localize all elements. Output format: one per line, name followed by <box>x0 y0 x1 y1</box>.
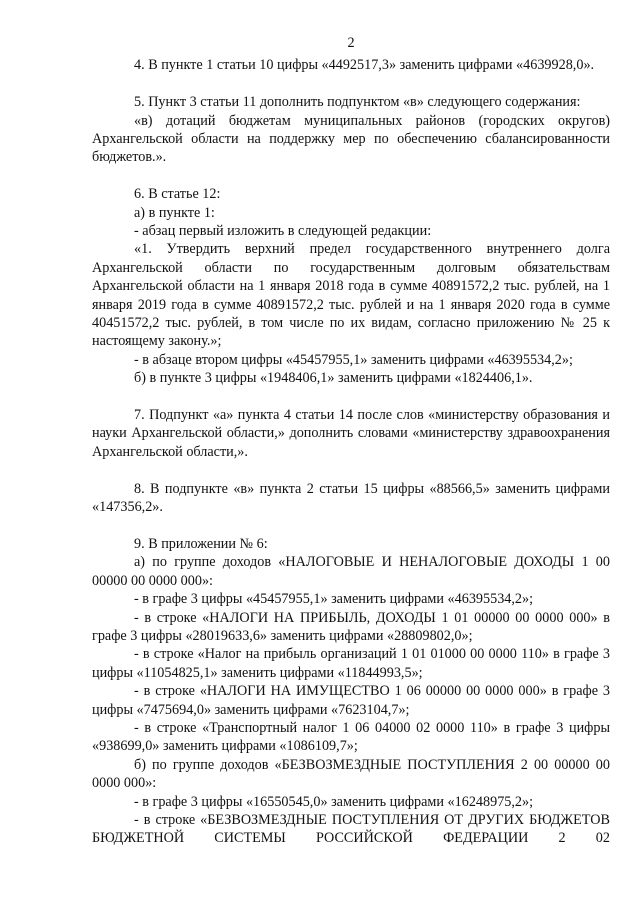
paragraph: - в строке «НАЛОГИ НА ИМУЩЕСТВО 1 06 00000 00 0000 000» в графе 3 цифры «7475694,0» заменить цифрами «7623104,7»; <box>92 683 610 718</box>
paragraph: - в строке «Налог на прибыль организаций 1 01 01000 00 0000 110» в графе 3 цифры «11054825,1» заменить цифрами «11844993,5»; <box>92 646 610 681</box>
paragraph: - в строке «Транспортный налог 1 06 04000 02 0000 110» в графе 3 цифры «938699,0» заменить цифрами «1086109,7»; <box>92 719 610 755</box>
paragraph-spacer <box>92 167 610 185</box>
paragraph: б) по группе доходов «БЕЗВОЗМЕЗДНЫЕ ПОСТУПЛЕНИЯ 2 00 00000 00 0000 000»: <box>92 756 610 792</box>
paragraph: - в графе 3 цифры «16550545,0» заменить цифрами «16248975,2»; <box>134 793 534 810</box>
paragraph: 5. Пункт 3 статьи 11 дополнить подпунктом «в» следующего содержания: <box>134 94 581 111</box>
paragraph: б) в пункте 3 цифры «1948406,1» заменить цифрами «1824406,1». <box>134 370 533 387</box>
paragraph-spacer <box>92 461 610 479</box>
paragraph: - в строке «НАЛОГИ НА ПРИБЫЛЬ, ДОХОДЫ 1 01 00000 00 0000 000» в графе 3 цифры «28019633,6» заменить цифрами «28809802,0»; <box>92 609 610 644</box>
paragraph: - в графе 3 цифры «45457955,1» заменить цифрами «46395534,2»; <box>134 591 534 608</box>
paragraph: 4. В пункте 1 статьи 10 цифры «4492517,3» заменить цифрами «4639928,0». <box>134 57 595 74</box>
document-body <box>92 56 610 847</box>
paragraph: «1. Утвердить верхний предел государственного внутреннего долга Архангельской области по государственным долговым обязательствам Архангельской области на 1 января 2018 года в сумме 40891572,2 тыс. рублей, на 1 января 2019 года в сумме 40891572,2 тыс. рублей и на 1 января 2020 года в сумме 40451572,2 тыс. рублей, в том числе по их видам, согласно приложению № 25 к настоящему закону.»; <box>92 241 610 350</box>
page-number: 2 <box>347 35 355 51</box>
paragraph: 7. Подпункт «а» пункта 4 статьи 14 после слов «министерству образования и науки Архангельской области,» дополнить словами «министерству здравоохранения Архангельской области,». <box>92 407 610 460</box>
paragraph: 6. В статье 12: <box>134 186 221 203</box>
paragraph: - в абзаце втором цифры «45457955,1» заменить цифрами «46395534,2»; <box>134 351 573 368</box>
document-page <box>92 34 610 848</box>
paragraph-spacer <box>92 517 610 535</box>
paragraph: - в строке «БЕЗВОЗМЕЗДНЫЕ ПОСТУПЛЕНИЯ ОТ ДРУГИХ БЮДЖЕТОВ БЮДЖЕТНОЙ СИСТЕМЫ РОССИЙСКОЙ ФЕДЕРАЦИИ 2 02 <box>92 811 610 847</box>
paragraph: 8. В подпункте «в» пункта 2 статьи 15 цифры «88566,5» заменить цифрами «147356,2». <box>92 480 610 516</box>
paragraph-spacer <box>92 388 610 406</box>
paragraph: - абзац первый изложить в следующей редакции: <box>134 223 432 240</box>
paragraph: а) в пункте 1: <box>134 204 215 221</box>
paragraph-spacer <box>92 75 610 93</box>
paragraph: «в) дотаций бюджетам муниципальных районов (городских округов) Архангельской области на поддержку мер по обеспечению сбалансированности бюджетов.». <box>92 112 610 166</box>
paragraph: а) по группе доходов «НАЛОГОВЫЕ И НЕНАЛОГОВЫЕ ДОХОДЫ 1 00 00000 00 0000 000»: <box>92 554 610 589</box>
paragraph: 9. В приложении № 6: <box>134 535 268 552</box>
